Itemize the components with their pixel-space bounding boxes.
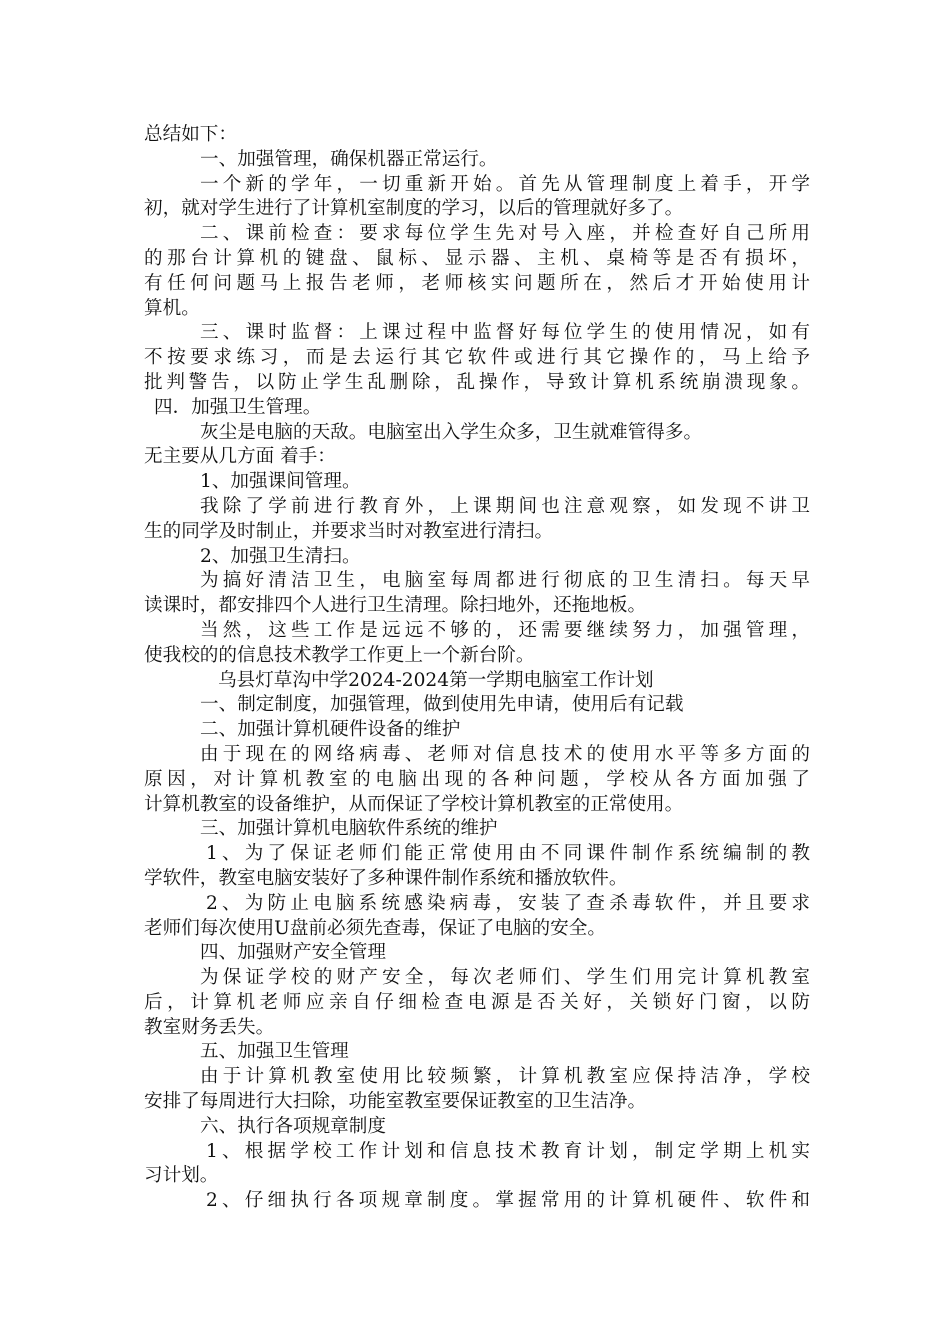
text-line: 读课时，都安排四个人进行卫生清理。除扫地外，还拖地板。: [144, 595, 647, 617]
text-line: 二、课前检查：要求每位学生先对号入座，并检查好自己所用: [200, 223, 810, 245]
section-heading: 一、制定制度，加强管理，做到使用先申请，使用后有记载: [200, 694, 684, 716]
section-heading: 五、加强卫生管理: [200, 1041, 349, 1063]
section-heading: 四、加强财产安全管理: [200, 942, 386, 964]
subsection-heading: 1、加强课间管理。: [200, 471, 361, 493]
text-line: 三、课时监督：上课过程中监督好每位学生的使用情况，如有: [200, 322, 810, 344]
text-line: 使我校的的信息技术教学工作更上一个新台阶。: [144, 644, 535, 666]
text-line: 1、为了保证老师们能正常使用由不同课件制作系统编制的教: [206, 843, 810, 865]
text-line: 2、仔细执行各项规章制度。掌握常用的计算机硬件、软件和: [206, 1190, 810, 1212]
text-line: 学软件，教室电脑安装好了多种课件制作系统和播放软件。: [144, 867, 628, 889]
text-line: 1、根据学校工作计划和信息技术教育计划，制定学期上机实: [206, 1140, 810, 1162]
text-line: 一个新的学年，一切重新开始。首先从管理制度上着手，开学: [200, 173, 810, 195]
text-line: 初，就对学生进行了计算机室制度的学习，以后的管理就好多了。: [144, 198, 684, 220]
text-line: 后，计算机老师应亲自仔细检查电源是否关好，关锁好门窗，以防: [144, 991, 810, 1013]
text-line: 我除了学前进行教育外，上课期间也注意观察，如发现不讲卫: [200, 495, 810, 517]
text-line: 为保证学校的财产安全，每次老师们、学生们用完计算机教室: [200, 967, 810, 989]
text-line: 2、为防止电脑系统感染病毒，安装了查杀毒软件，并且要求: [206, 892, 810, 914]
text-line: 安排了每周进行大扫除，功能室教室要保证教室的卫生洁净。: [144, 1091, 647, 1113]
text-line: 批判警告，以防止学生乱删除，乱操作，导致计算机系统崩溃现象。: [144, 371, 810, 393]
section-heading: 四．加强卫生管理。: [154, 396, 322, 418]
subsection-heading: 2、加强卫生清扫。: [200, 545, 361, 567]
text-line: 为搞好清洁卫生，电脑室每周都进行彻底的卫生清扫。每天早: [200, 570, 810, 592]
text-line: 灰尘是电脑的天敌。电脑室出入学生众多，卫生就难管得多。: [200, 421, 703, 443]
text-line: 教室财务丢失。: [144, 1016, 275, 1038]
text-line: 生的同学及时制止，并要求当时对教室进行清扫。: [144, 520, 554, 542]
text-line: 不按要求练习，而是去运行其它软件或进行其它操作的，马上给予: [144, 347, 810, 369]
section-heading: 三、加强计算机电脑软件系统的维护: [200, 818, 498, 840]
text-line: 习计划。: [144, 1165, 219, 1187]
text-line: 由于现在的网络病毒、老师对信息技术的使用水平等多方面的: [200, 743, 810, 765]
text-line: 老师们每次使用U盘前必须先查毒，保证了电脑的安全。: [144, 917, 606, 939]
document-title: 乌县灯草沟中学2024-2024第一学期电脑室工作计划: [218, 669, 654, 691]
text-line: 无主要从几方面 着手：: [144, 446, 336, 468]
text-line: 计算机教室的设备维护，从而保证了学校计算机教室的正常使用。: [144, 793, 684, 815]
text-line: 的那台计算机的键盘、鼠标、显示器、主机、桌椅等是否有损坏，: [144, 247, 810, 269]
section-heading: 二、加强计算机硬件设备的维护: [200, 719, 461, 741]
section-heading: 一、加强管理，确保机器正常运行。: [200, 148, 498, 170]
text-line: 总结如下：: [144, 124, 237, 145]
text-line: 原因，对计算机教室的电脑出现的各种问题，学校从各方面加强了: [144, 768, 810, 790]
text-line: 当然，这些工作是远远不够的，还需要继续努力，加强管理，: [200, 619, 810, 641]
document-body: [144, 123, 810, 1214]
text-line: 算机。: [144, 297, 200, 319]
section-heading: 六、执行各项规章制度: [200, 1115, 386, 1137]
text-line: 有任何问题马上报告老师，老师核实问题所在，然后才开始使用计: [144, 272, 810, 294]
text-line: 由于计算机教室使用比较频繁，计算机教室应保持洁净，学校: [200, 1066, 810, 1088]
